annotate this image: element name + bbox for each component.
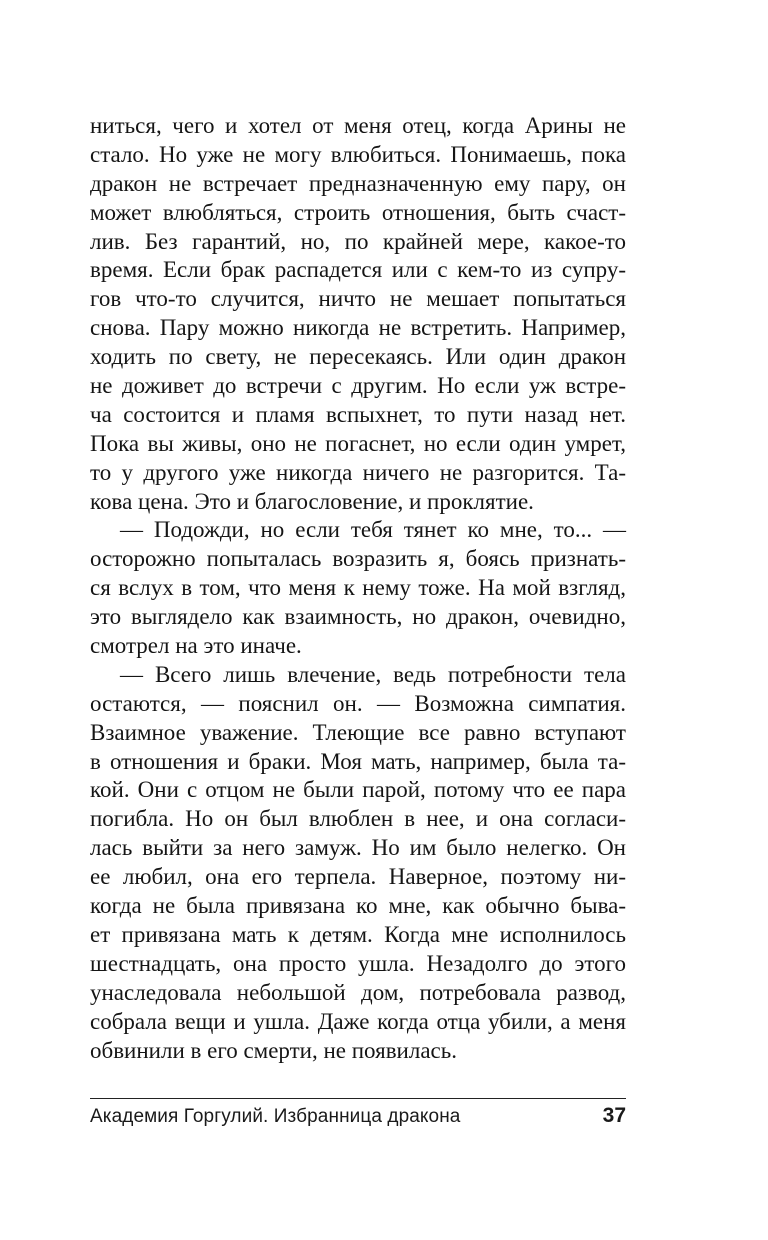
running-title: Академия Горгулий. Избранница дракона [90,1106,461,1127]
text-line-indented: — Подожди, но если тебя тянет ко мне, то... — [120,517,626,543]
text-line: дракон не встречает предназначенную ему пару, он [90,170,626,196]
text-line: снова. Пару можно никогда не встретить. Например, [90,315,626,341]
text-line: кова цена. Это и благословение, и проклятие. [90,488,534,514]
text-line: не доживет до встречи с другим. Но если уж встре- [90,373,626,399]
body-text [90,112,626,1065]
text-line: ниться, чего и хотел от меня отец, когда Арины не [90,113,626,138]
text-line: кой. Они с отцом не были парой, потому что ее пара [90,777,626,803]
text-line: обвинили в его смерти, не появилась. [90,1037,458,1063]
text-line: ет привязана мать к детям. Когда мне исполнилось [90,921,626,947]
text-line-indented: — Всего лишь влечение, ведь потребности тела [120,661,626,687]
text-line: ее любил, она его терпела. Наверное, поэтому ни- [90,864,626,890]
text-line: гов что-то случится, ничто не мешает попытаться [90,286,626,312]
page-number: 37 [602,1104,626,1127]
text-line: может влюбляться, строить отношения, быть счаст- [90,199,626,225]
text-line: стало. Но уже не могу влюбиться. Понимаешь, пока [90,141,626,167]
text-line: в отношения и браки. Моя мать, например, была та- [90,748,626,774]
text-line: это выглядело как взаимность, но дракон, очевидно, [90,604,626,630]
text-line: унаследовала небольшой дом, потребовала развод, [90,979,626,1005]
text-line: то у другого уже никогда ничего не разгорится. Та- [90,459,626,485]
text-line: лив. Без гарантий, но, по крайней мере, какое-то [90,228,626,254]
text-line: время. Если брак распадется или с кем-то из супру- [90,257,626,283]
footer-divider [90,1098,626,1099]
text-line: остаются, — пояснил он. — Возможна симпатия. [90,690,626,716]
text-line: когда не была привязана ко мне, как обычно быва- [90,893,626,919]
text-line: Пока вы живы, оно не погаснет, но если один умрет, [90,430,626,456]
text-line: шестнадцать, она просто ушла. Незадолго до этого [90,950,626,976]
text-line: Взаимное уважение. Тлеющие все равно вступают [90,719,626,745]
text-line: лась выйти за него замуж. Но им было нелегко. Он [90,835,626,861]
text-line: собрала вещи и ушла. Даже когда отца убили, а меня [90,1008,626,1034]
text-line: смотрел на это иначе. [90,633,302,659]
text-line: осторожно попыталась возразить я, боясь признать- [90,546,626,572]
text-line: ся вслух в том, что меня к нему тоже. На мой взгляд, [90,575,626,601]
text-line: ходить по свету, не пересекаясь. Или один дракон [90,344,626,370]
text-line: ча состоится и пламя вспыхнет, то пути назад нет. [90,401,626,427]
text-line: погибла. Но он был влюблен в нее, и она согласи- [90,806,626,832]
